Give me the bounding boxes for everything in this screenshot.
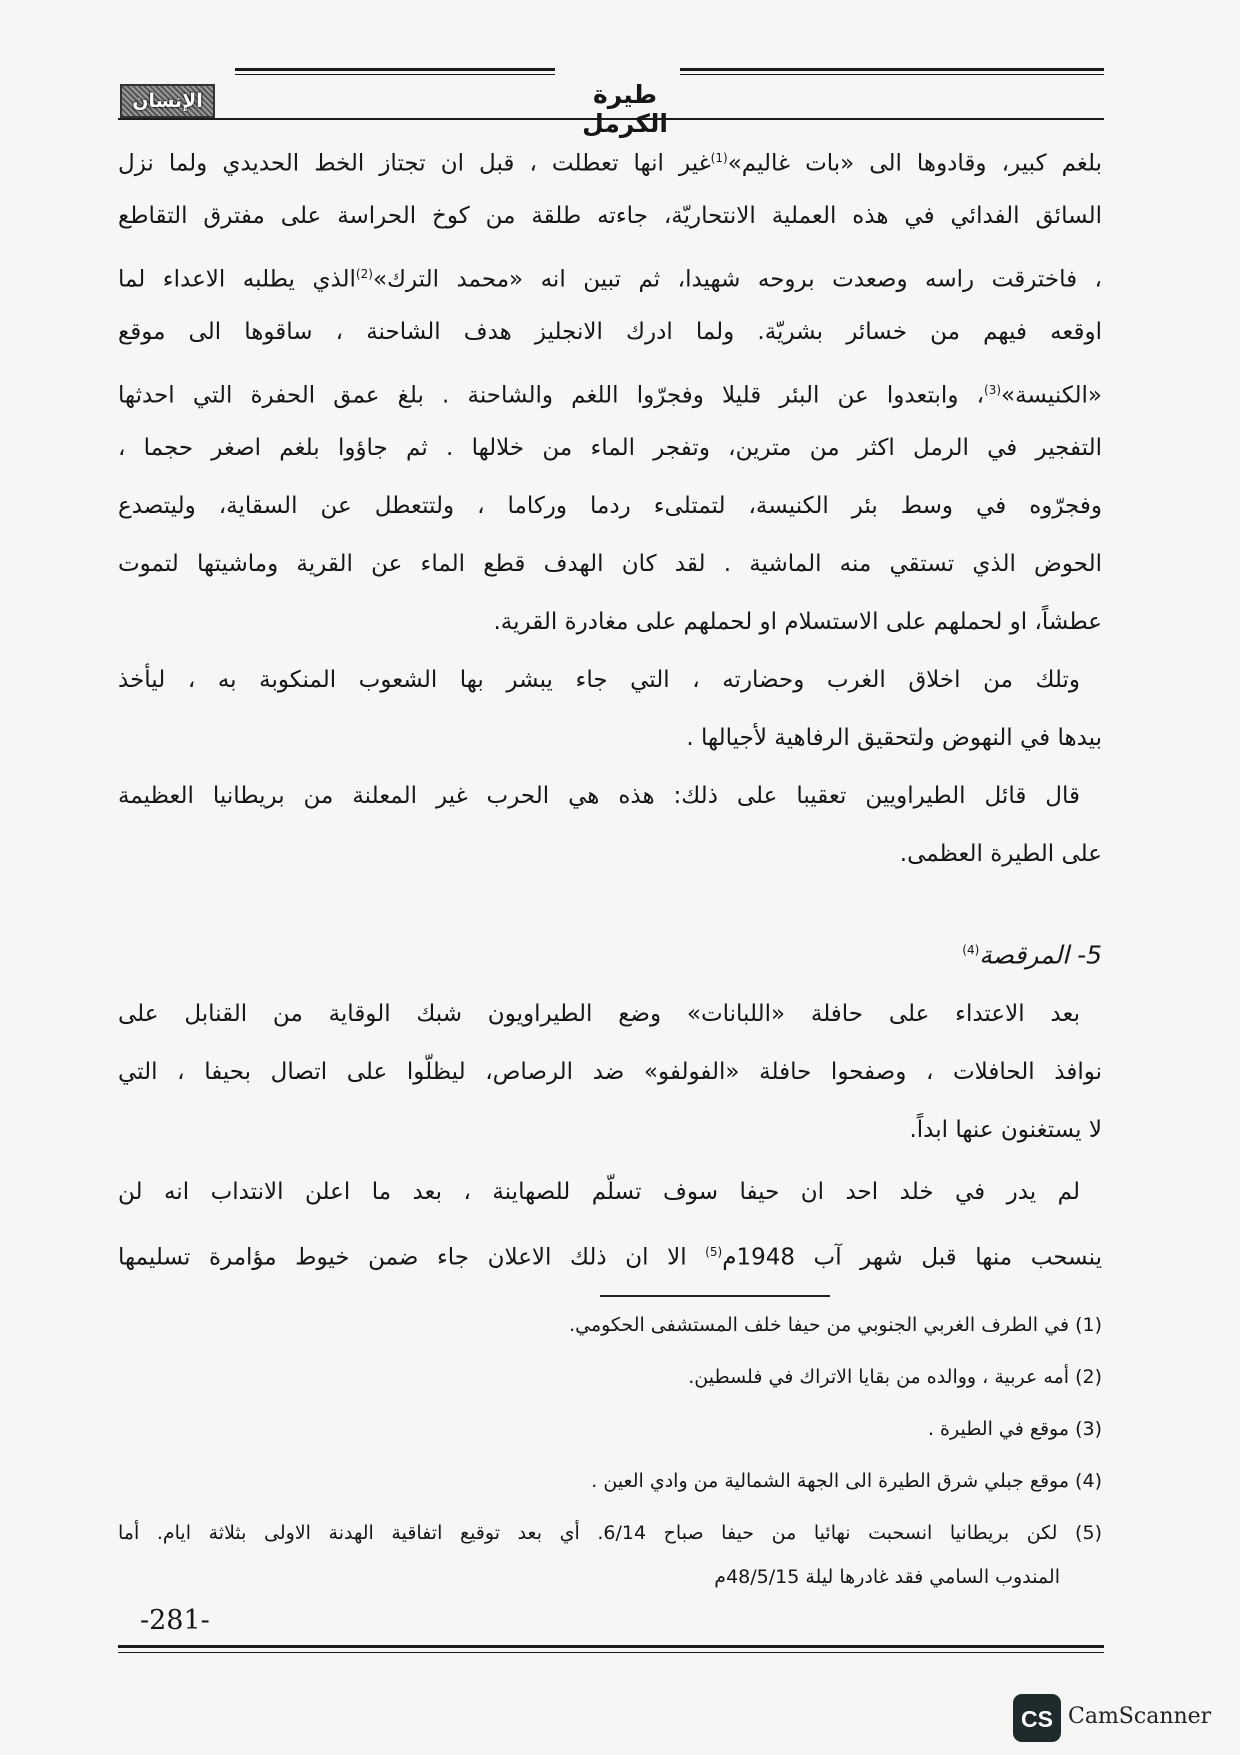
body-line-1: بلغم كبير، وقادوها الى «بات غاليم»$^{(1)}$غير انها تعطلت ، قبل ان تجتاز الخط الحديدي ولما نزل (118, 150, 1102, 177)
body-line-6: التفجير في الرمل اكثر من مترين، وتفجر الماء من خلالها . ثم جاؤوا بلغم اصغر حجما ، (118, 435, 1102, 461)
footer-rule-2 (118, 1652, 1104, 1653)
body2-line-5: ينسحب منها قبل شهر آب 1948م$^{(5)}$ الا ان ذلك الاعلان جاء ضمن خيوط مؤامرة تسليمها (118, 1244, 1102, 1271)
footnote-5-cont: المندوب السامي فقد غادرها ليلة 48/5/15م (714, 1566, 1060, 1588)
footnote-divider (600, 1295, 830, 1297)
page-number: -281- (140, 1605, 210, 1636)
body-line-11: بيدها في النهوض ولتحقيق الرفاهية لأجيالها . (686, 725, 1102, 751)
footnote-3: (3) موقع في الطيرة . (927, 1418, 1102, 1440)
section-footnote-ref: (4) (962, 943, 980, 957)
body-line-9: عطشاً، او لحملهم على الاستسلام او لحملهم على مغادرة القرية. (493, 609, 1102, 635)
body-line-3: ، فاخترقت راسه وصعدت بروحه شهيدا، ثم تبين انه «محمد الترك»$^{(2)}$الذي يطلبه الاعداء لما (118, 266, 1102, 293)
body-line-5: «الكنيسة»$^{(3)}$، وابتعدوا عن البئر قليلا وفجرّوا اللغم والشاحنة . بلغ عمق الحفرة التي احدثها (118, 382, 1102, 409)
camscanner-logo-icon (1013, 1694, 1061, 1742)
body2-line-1: بعد الاعتداء على حافلة «اللبانات» وضع الطيراويون شبك الوقاية من القنابل على (118, 1001, 1080, 1027)
footnote-4: (4) موقع جبلي شرق الطيرة الى الجهة الشمالية من وادي العين . (591, 1470, 1102, 1492)
header-rule-top-left (235, 68, 555, 71)
body2-line-3: لا يستغنون عنها ابداً. (909, 1117, 1102, 1143)
footer-rule-1 (118, 1645, 1104, 1648)
header-rule-top-left-2 (235, 74, 555, 75)
body-line-8: الحوض الذي تستقي منه الماشية . لقد كان الهدف قطع الماء عن القرية وماشيتها لتموت (118, 551, 1102, 577)
section-heading (850, 930, 1102, 975)
footnote-5: (5) لكن بريطانيا انسحبت نهائيا من حيفا صباح 6/14. أي بعد توقيع اتفاقية الهدنة الاولى بثلاثة ايام. أما (118, 1522, 1102, 1544)
header-badge (120, 84, 215, 118)
header-badge-label: الإنسان (132, 90, 203, 112)
camscanner-label: CamScanner (1068, 1704, 1212, 1729)
footnote-1: (1) في الطرف الغربي الجنوبي من حيفا خلف المستشفى الحكومي. (569, 1314, 1102, 1336)
body-line-2: السائق الفدائي في هذه العملية الانتحاريّة، جاءته طلقة من كوخ الحراسة على مفترق التقاطع (118, 203, 1102, 229)
body-line-4: اوقعه فيهم من خسائر بشريّة. ولما ادرك الانجليز هدف الشاحنة ، ساقوها الى موقع (118, 319, 1102, 345)
body-line-7: وفجرّوه في وسط بئر الكنيسة، لتمتلىء ردما وركاما ، ولتتعطل عن السقاية، وليتصدع (118, 493, 1102, 519)
camscanner-logo-text: CS (1021, 1706, 1053, 1732)
body-line-13: على الطيرة العظمى. (899, 841, 1102, 867)
section-number: 5- (1077, 940, 1102, 970)
body2-line-2: نوافذ الحافلات ، وصفحوا حافلة «الفولفو» ضد الرصاص، ليظلّوا على اتصال بحيفا ، التي (118, 1059, 1102, 1085)
body-line-12: قال قائل الطيراويين تعقيبا على ذلك: هذه هي الحرب غير المعلنة من بريطانيا العظيمة (118, 783, 1080, 809)
body-line-10: وتلك من اخلاق الغرب وحضارته ، التي جاء يبشر بها الشعوب المنكوبة به ، ليأخذ (118, 667, 1080, 693)
running-header-title: طيرة الكرمل (582, 80, 668, 138)
body2-line-4: لم يدر في خلد احد ان حيفا سوف تسلّم للصهاينة ، بعد ما اعلن الانتداب انه لن (118, 1179, 1080, 1205)
footnote-2: (2) أمه عربية ، ووالده من بقايا الاتراك في فلسطين. (688, 1366, 1102, 1388)
section-title: المرقصة (979, 940, 1070, 970)
header-rule-top-right-2 (680, 74, 1104, 75)
header-rule-top-right (680, 68, 1104, 71)
